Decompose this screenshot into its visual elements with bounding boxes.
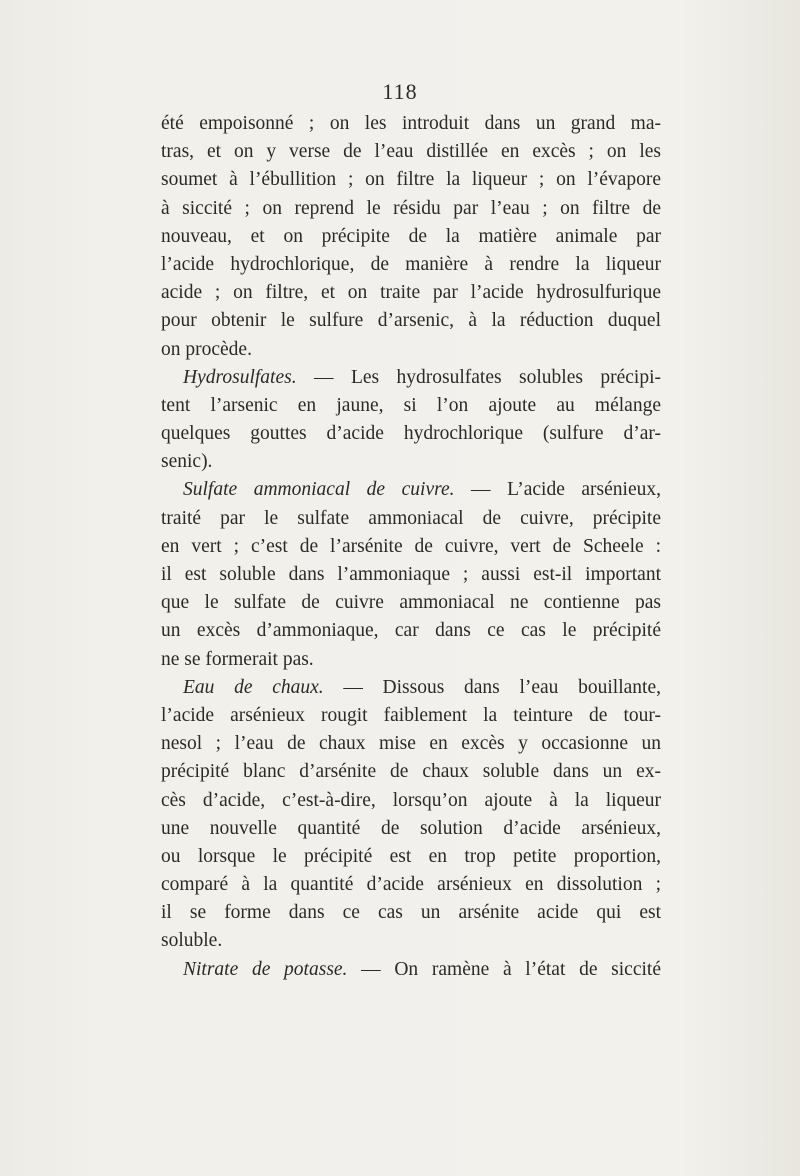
text-line bbox=[161, 420, 661, 448]
text-line bbox=[161, 279, 661, 307]
line-text: — Les hydrosulfates solubles précipi- bbox=[296, 366, 661, 388]
text-line bbox=[161, 956, 661, 984]
text-line bbox=[161, 646, 661, 674]
text-line bbox=[161, 138, 661, 166]
text-line bbox=[161, 561, 661, 589]
text-line bbox=[161, 589, 661, 617]
text-line bbox=[161, 476, 661, 504]
line-text: quelques gouttes d’acide hydrochlorique (sulfure d’ar- bbox=[161, 423, 661, 445]
line-text: un excès d’ammoniaque, car dans ce cas le précipité bbox=[161, 620, 661, 642]
text-line bbox=[161, 223, 661, 251]
text-line bbox=[161, 730, 661, 758]
line-text: à siccité ; on reprend le résidu par l’eau ; on filtre de bbox=[161, 197, 661, 219]
text-line bbox=[161, 674, 661, 702]
text-line bbox=[161, 702, 661, 730]
text-line bbox=[161, 843, 661, 871]
line-text: nouveau, et on précipite de la matière animale par bbox=[161, 225, 661, 247]
line-text: l’acide hydrochlorique, de manière à rendre la liqueur bbox=[161, 253, 661, 275]
line-text: comparé à la quantité d’acide arsénieux en dissolution ; bbox=[161, 874, 661, 896]
line-text: ne se formerait pas. bbox=[161, 648, 314, 670]
text-line bbox=[161, 364, 661, 392]
line-text: — On ramène à l’état de siccité bbox=[347, 958, 661, 980]
text-line bbox=[161, 787, 661, 815]
text-line bbox=[161, 899, 661, 927]
text-line bbox=[161, 533, 661, 561]
text-line bbox=[161, 392, 661, 420]
section-heading: Nitrate de potasse. bbox=[183, 958, 348, 980]
line-text: nesol ; l’eau de chaux mise en excès y occasionne un bbox=[161, 733, 661, 755]
line-text: il se forme dans ce cas un arsénite acide qui est bbox=[161, 902, 661, 924]
line-text: été empoisonné ; on les introduit dans un grand ma- bbox=[161, 113, 661, 134]
line-text: ou lorsque le précipité est en trop petite proportion, bbox=[161, 845, 661, 867]
line-text: acide ; on filtre, et on traite par l’acide hydrosulfurique bbox=[161, 282, 661, 304]
text-line bbox=[161, 336, 661, 364]
text-line bbox=[161, 927, 661, 955]
section-heading: Eau de chaux. bbox=[183, 676, 324, 698]
line-text: une nouvelle quantité de solution d’acide arsénieux, bbox=[161, 817, 661, 839]
line-text: il est soluble dans l’ammoniaque ; aussi est-il important bbox=[161, 564, 661, 585]
line-text: en vert ; c’est de l’arsénite de cuivre, vert de Scheele : bbox=[161, 535, 661, 557]
text-line bbox=[161, 195, 661, 223]
line-text: — Dissous dans l’eau bouillante, bbox=[323, 676, 661, 698]
text-line bbox=[161, 251, 661, 279]
line-text: — L’acide arsénieux, bbox=[454, 479, 661, 501]
text-line bbox=[161, 166, 661, 194]
line-text: que le sulfate de cuivre ammoniacal ne contienne pas bbox=[161, 592, 661, 614]
line-text: senic). bbox=[161, 451, 213, 473]
section-heading: Hydrosulfates. bbox=[183, 366, 297, 388]
text-line bbox=[161, 758, 661, 786]
text-line bbox=[161, 815, 661, 843]
line-text: soluble. bbox=[161, 930, 223, 952]
line-text: tras, et on y verse de l’eau distillée en excès ; on les bbox=[161, 141, 661, 163]
body-text bbox=[161, 110, 661, 984]
line-text: l’acide arsénieux rougit faiblement la teinture de tour- bbox=[161, 704, 661, 726]
line-text: traité par le sulfate ammoniacal de cuivre, précipite bbox=[161, 507, 661, 529]
text-line bbox=[161, 110, 661, 138]
text-line bbox=[161, 505, 661, 533]
line-text: pour obtenir le sulfure d’arsenic, à la réduction duquel bbox=[161, 310, 661, 332]
line-text: soumet à l’ébullition ; on filtre la liqueur ; on l’évapore bbox=[161, 169, 661, 191]
page-number: 118 bbox=[382, 79, 418, 104]
text-line bbox=[161, 617, 661, 645]
line-text: on procède. bbox=[161, 338, 252, 360]
line-text: cès d’acide, c’est-à-dire, lorsqu’on ajoute à la liqueur bbox=[161, 789, 661, 811]
text-line bbox=[161, 307, 661, 335]
line-text: tent l’arsenic en jaune, si l’on ajoute au mélange bbox=[161, 394, 661, 416]
text-line bbox=[161, 871, 661, 899]
line-text: précipité blanc d’arsénite de chaux soluble dans un ex- bbox=[161, 761, 661, 783]
section-heading: Sulfate ammoniacal de cuivre. bbox=[183, 479, 455, 501]
text-line bbox=[161, 448, 661, 476]
